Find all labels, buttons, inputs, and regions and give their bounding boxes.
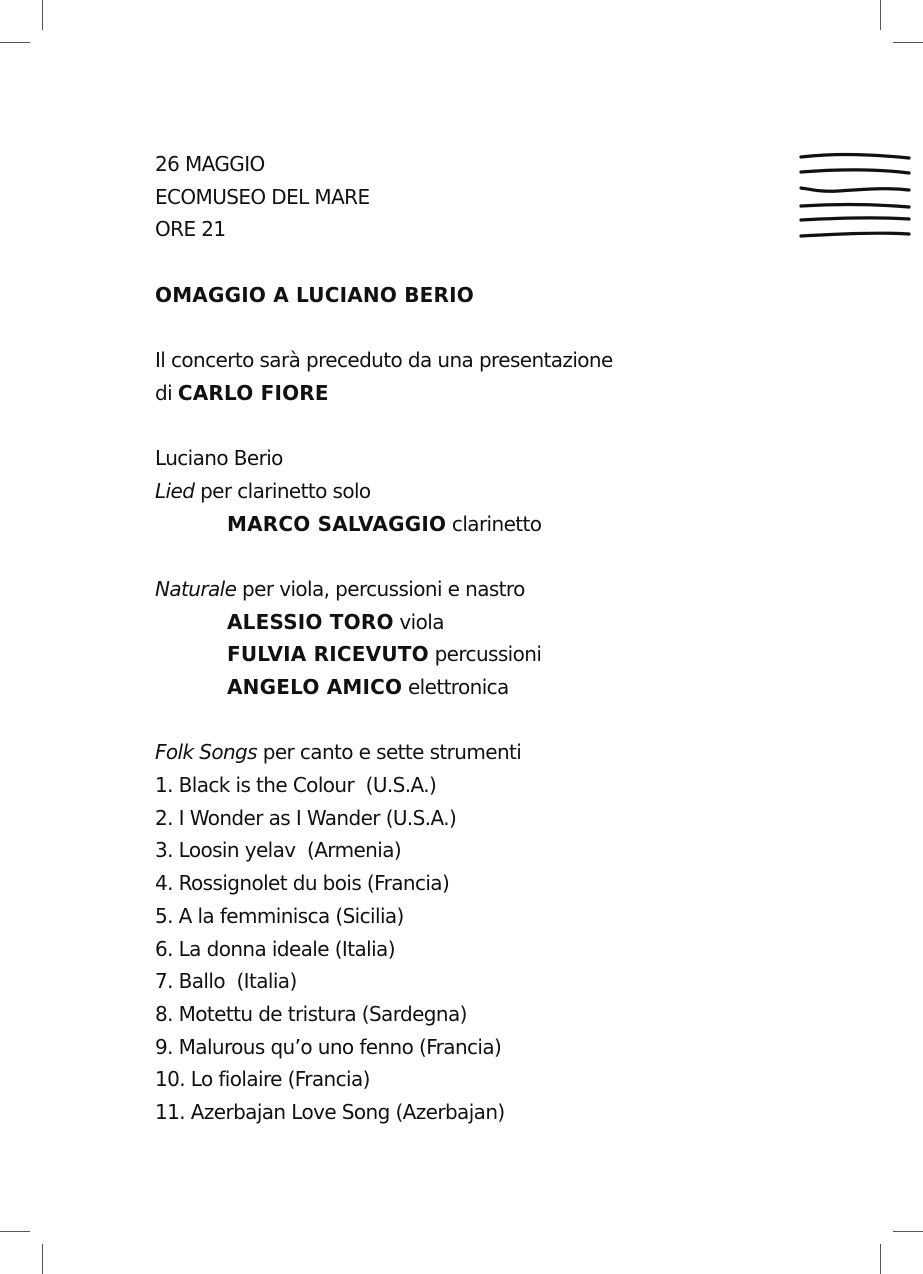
presentation-line [155,377,755,410]
piece-description: per canto e sette strumenti [256,740,522,765]
crop-mark-top-right-vertical [880,0,881,30]
event-venue: ECOMUSEO DEL MARE [155,184,370,209]
piece-lied [155,475,755,508]
song-item: 6. La donna ideale (Italia) [155,936,395,961]
song-item: 8. Motettu de tristura (Sardegna) [155,1001,467,1026]
crop-mark-bottom-right-vertical [880,1244,881,1274]
piece-title: Naturale [155,576,237,601]
crop-mark-bottom-right-horizontal [893,1231,923,1232]
event-time: ORE 21 [155,217,226,242]
crop-mark-bottom-left-horizontal [0,1231,30,1232]
song-item: 4. Rossignolet du bois (Francia) [155,871,450,896]
performer-role: percussioni [428,642,542,667]
composer-name: Luciano Berio [155,446,283,471]
performer-role: elettronica [402,675,509,699]
performer [155,508,755,541]
piece-naturale [155,573,755,606]
piece-title: Lied [155,478,195,503]
wave-lines-icon [798,150,912,242]
performer-name: MARCO SALVAGGIO [227,511,447,536]
crop-mark-top-left-vertical [42,0,43,30]
piece-description: per viola, percussioni e nastro [236,576,525,601]
performer-name: ANGELO AMICO [227,675,403,699]
presenter-name: CARLO FIORE [177,380,329,405]
song-item: 11. Azerbajan Love Song (Azerbajan) [155,1099,505,1124]
song-item: 7. Ballo (Italia) [155,969,297,994]
crop-mark-top-right-horizontal [893,42,923,43]
song-item: 2. I Wonder as I Wander (U.S.A.) [155,805,457,830]
piece-folk-songs [155,736,755,769]
performer [155,671,755,704]
concert-title: OMAGGIO A LUCIANO BERIO [155,282,474,307]
song-item: 1. Black is the Colour (U.S.A.) [155,773,437,798]
crop-mark-bottom-left-vertical [42,1244,43,1274]
program-content [155,148,755,1129]
performer [155,606,755,639]
song-item: 10. Lo fiolaire (Francia) [155,1067,370,1092]
presentation-text: Il concerto sarà preceduto da una presentazione [155,348,613,373]
crop-mark-top-left-horizontal [0,42,30,43]
song-item: 9. Malurous qu’o uno fenno (Francia) [155,1034,502,1059]
piece-title: Folk Songs [155,740,257,765]
presentation-prefix: di [155,380,173,405]
performer-role: viola [393,609,444,634]
piece-description: per clarinetto solo [194,478,371,503]
song-item: 5. A la femminisca (Sicilia) [155,903,404,928]
performer [155,638,755,671]
event-date: 26 MAGGIO [155,152,265,176]
song-item: 3. Loosin yelav (Armenia) [155,838,402,863]
performer-name: ALESSIO TORO [227,609,394,634]
performer-role: clarinetto [446,511,542,536]
performer-name: FULVIA RICEVUTO [227,642,429,667]
